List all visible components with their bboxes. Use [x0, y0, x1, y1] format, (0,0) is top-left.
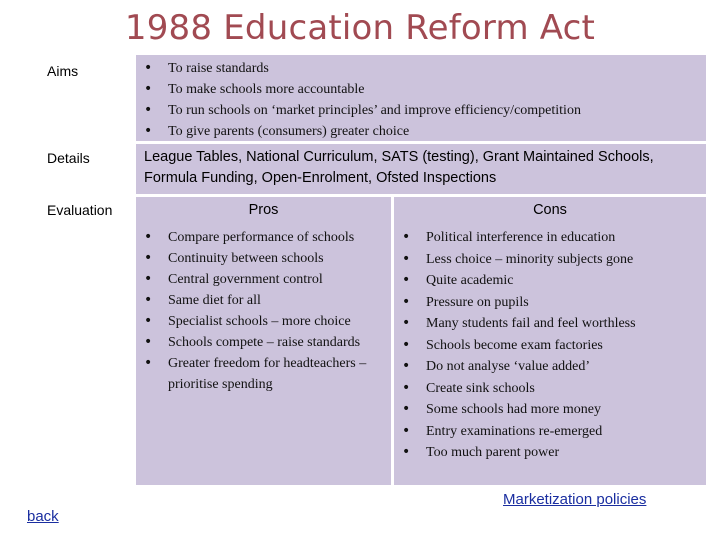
marketization-policies-link[interactable]: Marketization policies [503, 491, 647, 508]
aims-list-item: • To run schools on ‘market principles’ and improve efficiency/competition [136, 100, 581, 121]
evaluation-label: Evaluation [47, 202, 113, 218]
reform-table [20, 55, 706, 485]
aims-content-cell [136, 55, 706, 141]
aims-list-item: • To give parents (consumers) greater choice [136, 121, 581, 142]
page-title: 1988 Education Reform Act [124, 8, 596, 48]
details-label: Details [47, 150, 90, 166]
pros-list-item: • Central government control [136, 269, 386, 290]
cons-cell [394, 197, 706, 485]
aims-label-cell [40, 55, 150, 141]
cons-list-item: • Pressure on pupils [394, 292, 699, 314]
pros-list-item: • Schools compete – raise standards [136, 332, 386, 353]
cons-list [394, 227, 699, 464]
details-label-cell [40, 144, 150, 194]
pros-list-item: • Greater freedom for headteachers – prioritise spending [136, 353, 386, 395]
aims-row [20, 55, 706, 141]
back-link[interactable]: back [27, 508, 59, 525]
details-content-cell [136, 144, 706, 194]
pros-list-item: • Compare performance of schools [136, 227, 386, 248]
cons-header: Cons [533, 202, 567, 218]
cons-list-item: • Create sink schools [394, 378, 699, 400]
cons-list-item: • Quite academic [394, 270, 699, 292]
pros-list-item: • Specialist schools – more choice [136, 311, 386, 332]
details-text: League Tables, National Curriculum, SATS (testing), Grant Maintained Schools, Formula Funding, Open-Enrolment, Ofsted Inspections [144, 149, 654, 186]
aims-list-item: • To raise standards [136, 58, 581, 79]
evaluation-label-cell [40, 197, 150, 485]
details-row [20, 144, 706, 194]
cons-list-item: • Do not analyse ‘value added’ [394, 356, 699, 378]
cons-list-item: • Less choice – minority subjects gone [394, 249, 699, 271]
aims-label: Aims [47, 63, 79, 79]
pros-list-item: • Same diet for all [136, 290, 386, 311]
aims-list-item: • To make schools more accountable [136, 79, 581, 100]
cons-list-item: • Political interference in education [394, 227, 699, 249]
evaluation-row [20, 197, 706, 485]
aims-list [136, 58, 581, 142]
cons-list-item: • Schools become exam factories [394, 335, 699, 357]
cons-list-item: • Entry examinations re-emerged [394, 421, 699, 443]
pros-cell [136, 197, 391, 485]
pros-list [136, 227, 386, 395]
cons-list-item: • Too much parent power [394, 442, 699, 464]
cons-list-item: • Many students fail and feel worthless [394, 313, 699, 335]
pros-header: Pros [248, 202, 279, 218]
cons-list-item: • Some schools had more money [394, 399, 699, 421]
pros-list-item: • Continuity between schools [136, 248, 386, 269]
